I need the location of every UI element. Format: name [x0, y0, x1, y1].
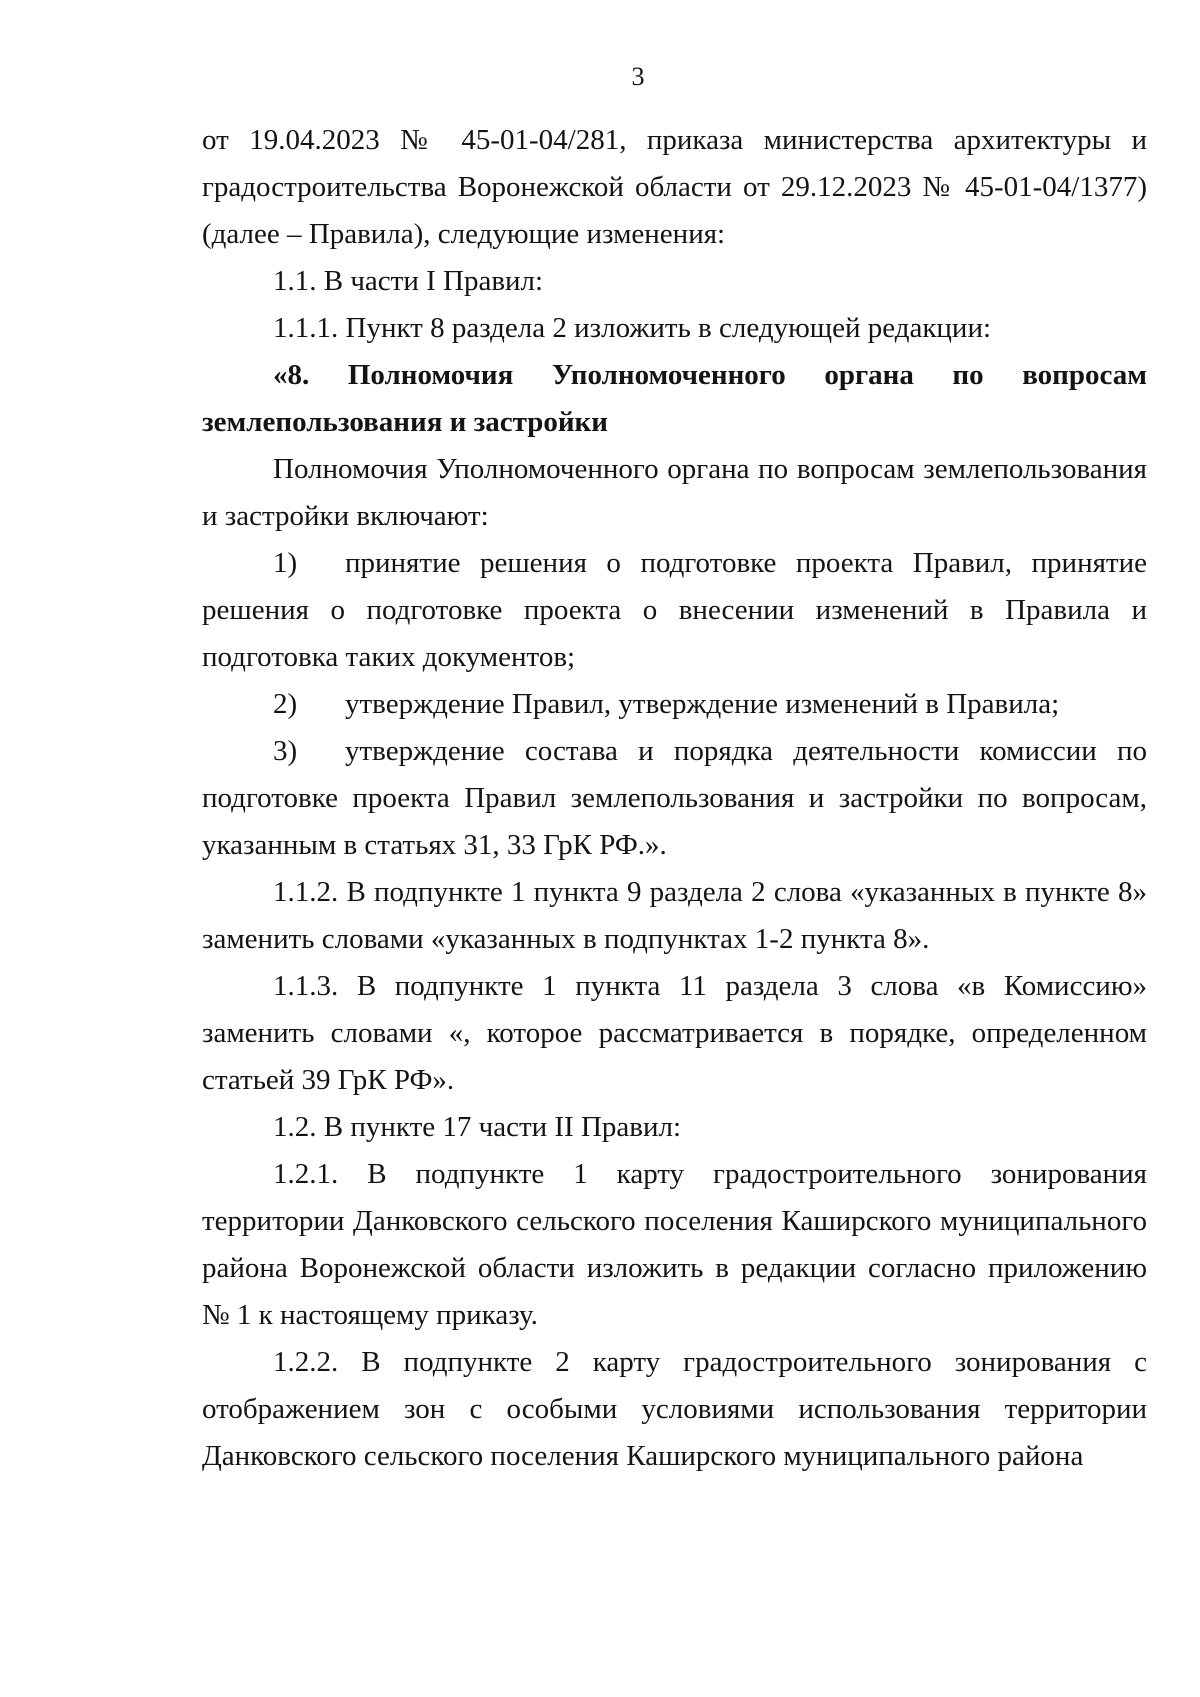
- paragraph-1-1-1: 1.1.1. Пункт 8 раздела 2 изложить в следующей редакции:: [273, 312, 992, 344]
- document-body: [202, 117, 1147, 1480]
- list-item-3: [202, 728, 1147, 869]
- list-item-number: 2): [273, 688, 298, 720]
- paragraph-1-1: 1.1. В части I Правил:: [273, 265, 544, 297]
- list-item-text: утверждение Правил, утверждение изменений в Правила;: [345, 688, 1060, 720]
- section-heading: «8. Полномочия Уполномоченного органа по вопросам землепользования и застройки: [202, 359, 1147, 438]
- list-item-number: 1): [273, 547, 298, 579]
- list-item-text: утверждение состава и порядка деятельности комиссии по подготовке проекта Правил землепользования и застройки по вопросам, указанным в статьях 31, 33 ГрК РФ.».: [202, 735, 1147, 861]
- paragraph-1-2: 1.2. В пункте 17 части II Правил:: [273, 1111, 682, 1143]
- paragraph-1-1-2: 1.1.2. В подпункте 1 пункта 9 раздела 2 слова «указанных в пункте 8» заменить словами «указанных в подпунктах 1-2 пункта 8».: [202, 876, 1147, 955]
- paragraph-1-1-3: 1.1.3. В подпункте 1 пункта 11 раздела 3 слова «в Комиссию» заменить словами «, которое рассматривается в порядке, определенном статьей 39 ГрК РФ».: [202, 970, 1147, 1096]
- page-number: 3: [631, 62, 645, 91]
- paragraph-intro: от 19.04.2023 № 45-01-04/281, приказа министерства архитектуры и градостроительства Воронежской области от 29.12.2023 № 45-01-04/1377) (далее – Правила), следующие изменения:: [202, 124, 1147, 250]
- list-item-1: [202, 540, 1147, 681]
- paragraph-1-2-1: 1.2.1. В подпункте 1 карту градостроительного зонирования территории Данковского сельского поселения Каширского муниципального района Воронежской области изложить в редакции согласно приложению № 1 к настоящему приказу.: [202, 1158, 1147, 1331]
- list-item-text: принятие решения о подготовке проекта Правил, принятие решения о подготовке проекта о внесении изменений в Правила и подготовка таких документов;: [202, 547, 1147, 673]
- paragraph-powers: Полномочия Уполномоченного органа по вопросам землепользования и застройки включают:: [202, 453, 1147, 532]
- paragraph-1-2-2: 1.2.2. В подпункте 2 карту градостроительного зонирования с отображением зон с особыми условиями использования территории Данковского сельского поселения Каширского муниципального района: [202, 1346, 1147, 1472]
- list-item-2: [202, 681, 1147, 728]
- list-item-number: 3): [273, 735, 298, 767]
